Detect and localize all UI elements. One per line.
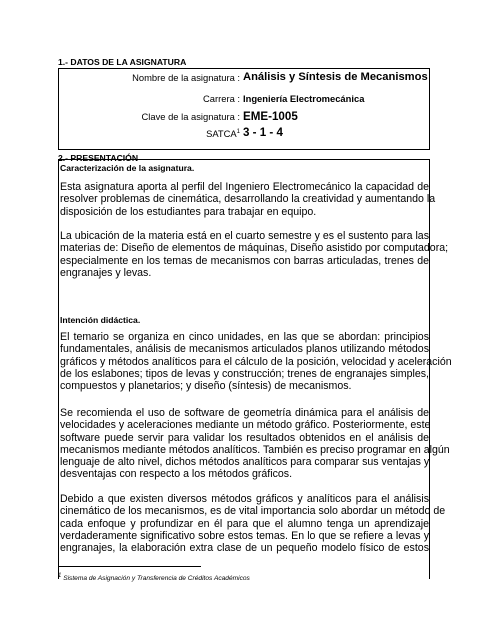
p1-line: resolver problemas de cinemática, desarrollando la creatividad y aumentando la xyxy=(60,193,436,206)
p4-line: software puede servir para validar los resultados obtenidos en el análisis de xyxy=(60,431,429,444)
label-satca: SATCA$^1$ xyxy=(206,128,240,139)
footnote-divider xyxy=(58,566,201,567)
value-satca: 3 - 1 - 4 xyxy=(243,126,283,139)
p4-line: desventajas con respecto a los métodos gráficos. xyxy=(60,468,293,481)
p2-line: La ubicación de la materia está en el cuarto semestre y es el sustento para las xyxy=(60,230,429,242)
p2-line: especialmente en los temas de mecanismos con barras articuladas, trenes de xyxy=(60,254,429,267)
label-carrera: Carrera : xyxy=(203,93,240,104)
subtitle-caracterizacion: Caracterización de la asignatura. xyxy=(60,163,195,173)
value-nombre: Análisis y Síntesis de Mecanismos xyxy=(243,71,428,83)
p1-line: Esta asignatura aporta al perfil del Ingeniero Electromecánico la capacidad de xyxy=(60,181,429,193)
p4-line: lenguaje de alto nivel, dichos métodos analíticos para comparar sus ventajas y xyxy=(60,456,430,469)
footnote-ref: 1 xyxy=(236,128,240,135)
paragraph-5 xyxy=(60,493,446,555)
subtitle-intencion: Intención didáctica. xyxy=(60,315,141,325)
p4-line: velocidades y aceleraciones mediante un método gráfico. Posteriormente, este xyxy=(60,419,431,432)
paragraph-1 xyxy=(60,181,436,218)
p3-line: compuestos y planetarios; y diseño (síntesis) de mecanismos. xyxy=(60,380,352,393)
p3-line: fundamentales, análisis de mecanismos articulados planos utilizando métodos xyxy=(60,343,429,356)
p2-line: engranajes y levas. xyxy=(60,266,152,279)
p5-line: verdaderamente significativo sobre estos temas. En lo que se refiere a levas y xyxy=(60,529,429,542)
section-2-title: 2.- PRESENTACIÓN xyxy=(58,153,139,163)
p4-line: Se recomienda el uso de software de geometría dinámica para el análisis de xyxy=(60,407,429,419)
paragraph-3 xyxy=(60,331,452,393)
p1-line: disposición de los estudiantes para trabajar en equipo. xyxy=(60,205,317,218)
p3-line: gráficos y métodos analíticos para el cálculo de la posición, velocidad y aceleración xyxy=(60,355,452,368)
footnote-mark: 1 xyxy=(58,573,62,579)
p5-line: engranajes, la elaboración extra clase de un pequeño modelo físico de estos xyxy=(60,542,429,555)
value-carrera: Ingeniería Electromecánica xyxy=(243,93,365,104)
footnote-text: Sistema de Asignación y Transferencia de Créditos Académicos xyxy=(63,575,250,583)
p5-line: Debido a que existen diversos métodos gráficos y analíticos para el análisis xyxy=(60,493,429,505)
p2-line: materias de: Diseño de elementos de máquinas, Diseño asistido por computadora; xyxy=(60,242,449,255)
p4-line: mecanismos mediante métodos analíticos. También es preciso programar en algún xyxy=(60,443,450,456)
paragraph-4 xyxy=(60,407,450,481)
value-clave: EME-1005 xyxy=(243,110,298,123)
p5-line: cada enfoque y profundizar en él para que el alumno tenga un aprendizaje xyxy=(60,517,429,530)
footnote xyxy=(58,573,250,582)
p3-line: El temario se organiza en cinco unidades, en las que se abordan: principios xyxy=(60,331,429,343)
label-clave: Clave de la asignatura : xyxy=(141,111,240,122)
label-nombre: Nombre de la asignatura : xyxy=(132,72,240,83)
paragraph-2 xyxy=(60,230,449,279)
p3-line: de los eslabones; tipos de levas y construcción; trenes de engranajes simples, xyxy=(60,367,429,380)
p5-line: cinemático de los mecanismos, es de vital importancia solo abordar un método de xyxy=(60,505,446,518)
section-1-title: 1.- DATOS DE LA ASIGNATURA xyxy=(58,57,187,67)
